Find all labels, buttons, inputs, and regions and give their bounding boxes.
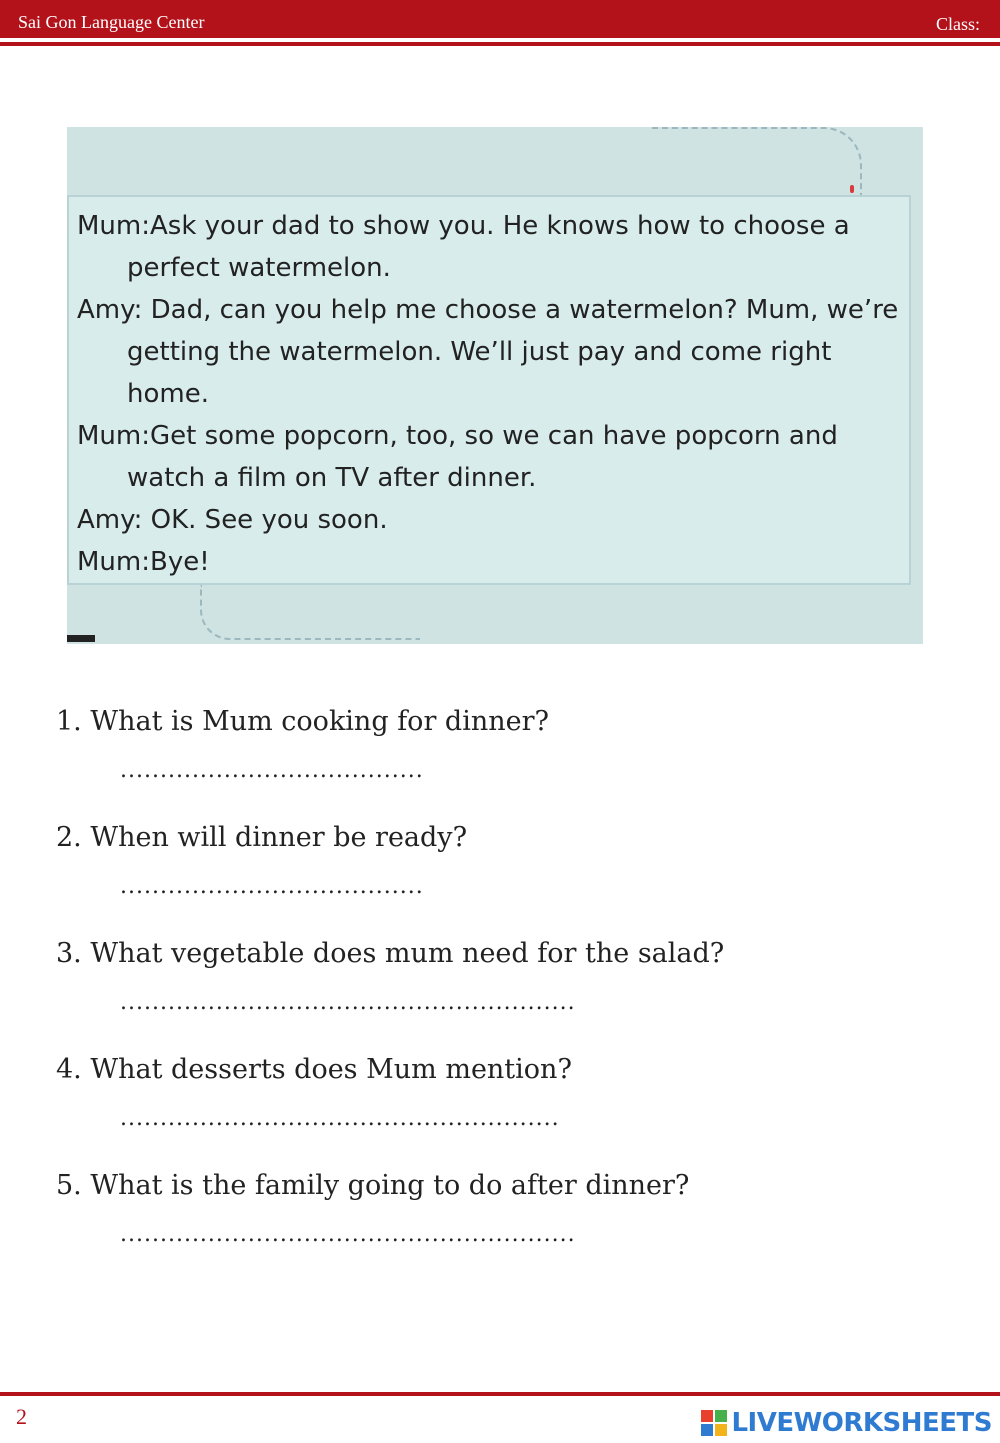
question-item	[56, 816, 936, 932]
dialogue-line	[77, 415, 901, 499]
speaker-label: Mum:	[77, 547, 150, 577]
dialogue-text: Ask your dad to show you. He knows how to choose a perfect watermelon.	[127, 211, 850, 283]
logo-text: LIVEWORKSHEETS	[731, 1408, 992, 1438]
speech-bubble-bottom	[200, 585, 420, 640]
question-text: 3. What vegetable does mum need for the salad?	[56, 938, 725, 969]
dialogue-image	[67, 127, 923, 644]
speaker-label: Amy:	[77, 505, 143, 535]
dialogue-text: OK. See you soon.	[142, 505, 388, 535]
dialogue-text: Get some popcorn, too, so we can have popcorn and watch a film on TV after dinner.	[127, 421, 838, 493]
question-item	[56, 1048, 936, 1164]
speaker-label: Amy:	[77, 295, 143, 325]
dialogue-line	[77, 499, 901, 541]
question-list	[56, 700, 936, 1280]
footer-divider	[0, 1392, 1000, 1396]
answer-line[interactable]: .......................................................	[120, 1106, 560, 1131]
question-text: 2. When will dinner be ready?	[56, 822, 468, 853]
question-item	[56, 700, 936, 816]
answer-line[interactable]: .........................................................	[120, 1222, 576, 1247]
question-text: 1. What is Mum cooking for dinner?	[56, 706, 549, 737]
dialogue-text: Dad, can you help me choose a watermelon? Mum, we’re getting the watermelon. We’ll just pay and come right home.	[127, 295, 899, 409]
answer-line[interactable]: ......................................	[120, 758, 424, 783]
question-item	[56, 932, 936, 1048]
header-divider	[0, 42, 1000, 46]
dialogue-line	[77, 205, 901, 289]
decorative-mark	[850, 185, 854, 193]
question-text: 4. What desserts does Mum mention?	[56, 1054, 572, 1085]
dialogue-text: Bye!	[150, 547, 210, 577]
center-name: Sai Gon Language Center	[18, 12, 205, 32]
question-item	[56, 1164, 936, 1280]
header-bar	[0, 0, 1000, 38]
page-number: 2	[16, 1404, 27, 1429]
speaker-label: Mum:	[77, 211, 150, 241]
liveworksheets-logo[interactable]	[701, 1408, 992, 1438]
dialogue-box	[67, 195, 911, 585]
speech-bubble-top	[652, 127, 862, 195]
dialogue-line	[77, 289, 901, 415]
answer-line[interactable]: .........................................................	[120, 990, 576, 1015]
question-text: 5. What is the family going to do after dinner?	[56, 1170, 690, 1201]
answer-line[interactable]: ......................................	[120, 874, 424, 899]
class-label: Class:	[935, 14, 980, 34]
decorative-bar	[67, 635, 95, 642]
dialogue-line	[77, 541, 901, 583]
speaker-label: Mum:	[77, 421, 150, 451]
logo-blocks-icon	[701, 1410, 727, 1436]
